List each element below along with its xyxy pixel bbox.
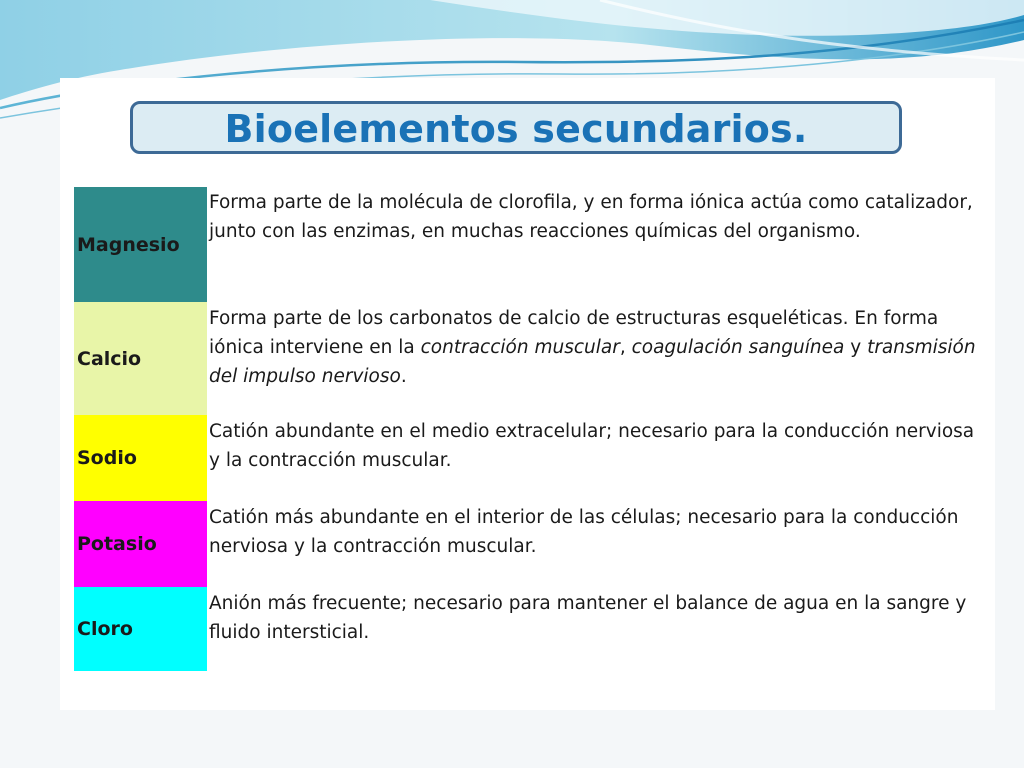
element-description-cell	[207, 187, 984, 302]
text-segment: .	[400, 366, 407, 387]
italic-text-segment: coagulación sanguínea	[631, 337, 845, 358]
italic-text-segment: transmisión del impulso nervioso	[209, 337, 976, 387]
element-name-cell: Potasio	[74, 501, 207, 587]
text-segment: Anión más frecuente; necesario para mantener el balance de agua en la sangre y fluido intersticial.	[209, 593, 967, 643]
table-row	[74, 302, 984, 415]
title-banner	[130, 101, 902, 154]
element-description-cell	[207, 501, 984, 587]
page-title: Bioelementos secundarios.	[224, 106, 808, 151]
text-segment: Catión abundante en el medio extracelular; necesario para la conducción nerviosa y la contracción muscular.	[209, 421, 975, 471]
element-name-cell: Sodio	[74, 415, 207, 501]
text-segment: ,	[619, 337, 632, 358]
table-row	[74, 187, 984, 302]
text-segment: Forma parte de la molécula de clorofila, y en forma iónica actúa como catalizador, junto con las enzimas, en muchas reacciones químicas del organismo.	[209, 192, 973, 242]
element-name-cell: Calcio	[74, 302, 207, 415]
element-name-cell: Cloro	[74, 587, 207, 671]
table-row	[74, 501, 984, 587]
table-row	[74, 415, 984, 501]
element-name-cell: Magnesio	[74, 187, 207, 302]
text-segment: Catión más abundante en el interior de las células; necesario para la conducción nerviosa y la contracción muscular.	[209, 507, 959, 557]
text-segment: y	[844, 337, 868, 358]
bioelements-table	[74, 187, 984, 671]
text-segment: Forma parte de los carbonatos de calcio de estructuras esqueléticas. En forma iónica interviene en la	[209, 308, 939, 358]
element-description-cell	[207, 415, 984, 501]
table-row	[74, 587, 984, 671]
element-description-cell	[207, 587, 984, 671]
italic-text-segment: contracción muscular	[420, 337, 620, 358]
element-description-cell	[207, 302, 984, 415]
